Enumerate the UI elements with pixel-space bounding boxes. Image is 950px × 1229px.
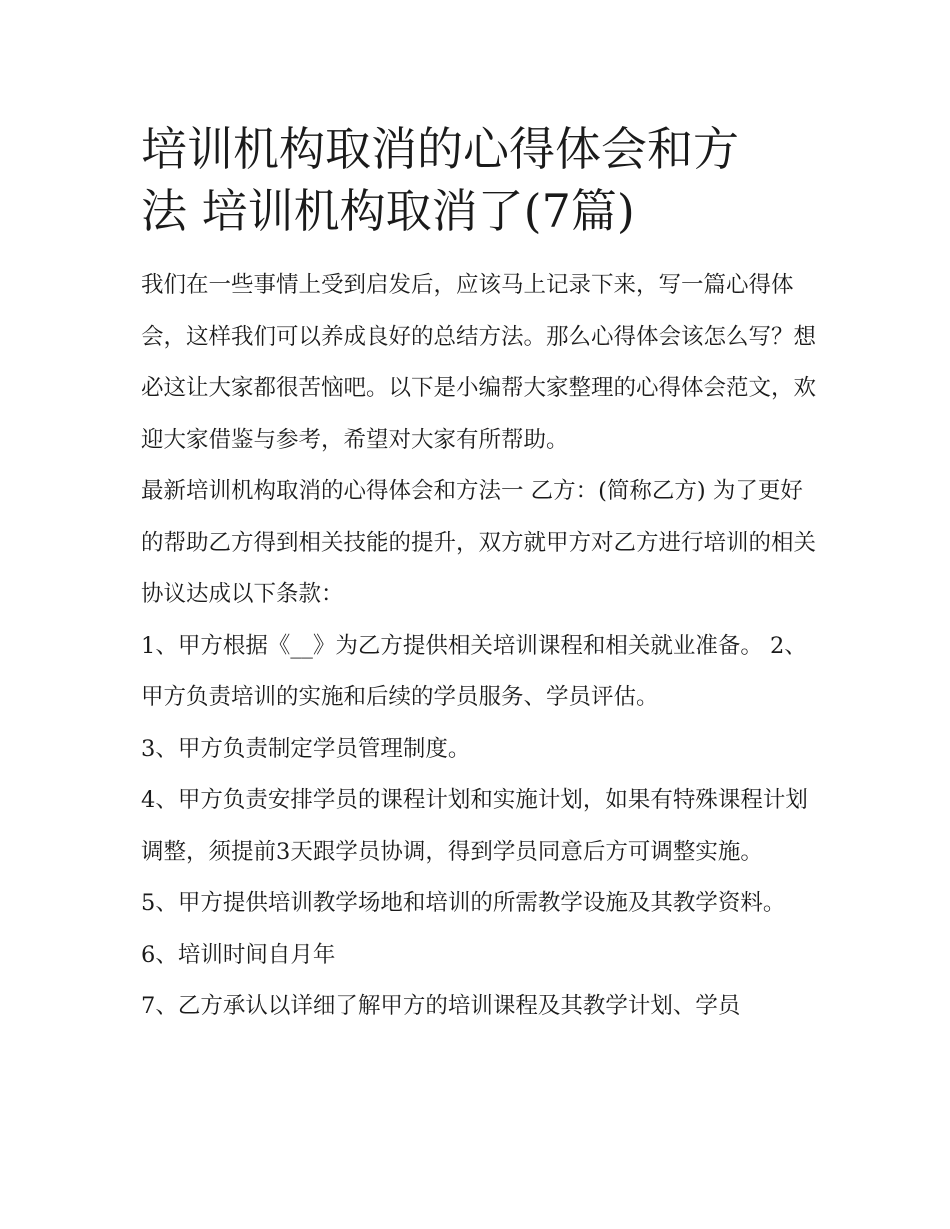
intro-paragraph: 我们在一些事情上受到启发后，应该马上记录下来，写一篇心得体会，这样我们可以养成良好的总结方法。那么心得体会该怎么写？想必这让大家都很苦恼吧。以下是小编帮大家整理的心得体会范文，欢迎大家借鉴与参考，希望对大家有所帮助。	[141, 272, 817, 453]
clause-7: 7、乙方承认以详细了解甲方的培训课程及其教学计划、学员	[141, 993, 741, 1019]
document-content	[141, 118, 821, 1033]
title-line-1: 培训机构取消的心得体会和方	[141, 122, 739, 176]
document-body	[141, 260, 821, 1033]
clause-1-2: 1、甲方根据《__》为乙方提供相关培训课程和相关就业准备。 2、甲方负责培训的实施和后续的学员服务、学员评估。	[141, 632, 807, 710]
clause-4: 4、甲方负责安排学员的课程计划和实施计划，如果有特殊课程计划调整，须提前3天跟学员协调，得到学员同意后方可调整实施。	[141, 787, 808, 865]
clause-3: 3、甲方负责制定学员管理制度。	[141, 735, 471, 762]
clause-5-6: 5、甲方提供培训教学场地和培训的所需教学设施及其教学资料。 6、培训时间自月年	[141, 890, 786, 968]
paragraph-party-b: 最新培训机构取消的心得体会和方法一 乙方：(简称乙方) 为了更好的帮助乙方得到相关技能的提升，双方就甲方对乙方进行培训的相关协议达成以下条款：	[141, 478, 817, 607]
document-title	[141, 118, 821, 242]
title-line-2: 法 培训机构取消了(7篇)	[141, 184, 635, 238]
